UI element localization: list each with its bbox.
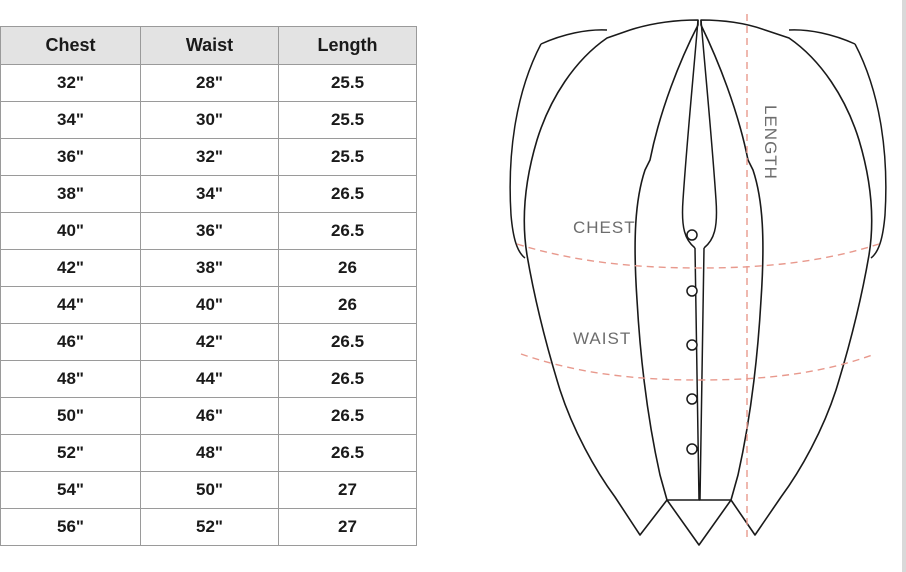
table-row	[1, 472, 417, 509]
cell-length: 26	[279, 250, 417, 287]
cell-length: 27	[279, 472, 417, 509]
table-row	[1, 176, 417, 213]
waist-label: WAIST	[573, 329, 632, 348]
table-row	[1, 250, 417, 287]
cell-waist: 34"	[141, 176, 279, 213]
cell-chest: 38"	[1, 176, 141, 213]
table-header-row	[1, 27, 417, 65]
cell-length: 26.5	[279, 361, 417, 398]
cell-waist: 40"	[141, 287, 279, 324]
table-row	[1, 509, 417, 546]
cell-waist: 42"	[141, 324, 279, 361]
cell-chest: 48"	[1, 361, 141, 398]
cell-waist: 50"	[141, 472, 279, 509]
cell-length: 25.5	[279, 139, 417, 176]
cell-chest: 32"	[1, 65, 141, 102]
cell-chest: 36"	[1, 139, 141, 176]
cell-waist: 36"	[141, 213, 279, 250]
length-label: LENGTH	[761, 105, 780, 180]
size-table	[0, 26, 417, 546]
cell-chest: 54"	[1, 472, 141, 509]
cell-chest: 56"	[1, 509, 141, 546]
vest-right-panel	[701, 20, 886, 535]
page-right-edge	[902, 0, 906, 572]
vest-left-panel	[510, 20, 698, 535]
table-row	[1, 213, 417, 250]
column-header-chest: Chest	[1, 27, 141, 65]
cell-length: 26	[279, 287, 417, 324]
cell-chest: 42"	[1, 250, 141, 287]
cell-waist: 46"	[141, 398, 279, 435]
table-row	[1, 398, 417, 435]
cell-length: 27	[279, 509, 417, 546]
cell-waist: 44"	[141, 361, 279, 398]
cell-chest: 34"	[1, 102, 141, 139]
cell-length: 25.5	[279, 102, 417, 139]
cell-chest: 40"	[1, 213, 141, 250]
table-row	[1, 361, 417, 398]
cell-chest: 52"	[1, 435, 141, 472]
table-row	[1, 139, 417, 176]
vest-button	[687, 394, 697, 404]
table-row	[1, 287, 417, 324]
chest-label: CHEST	[573, 218, 636, 237]
cell-waist: 48"	[141, 435, 279, 472]
cell-waist: 28"	[141, 65, 279, 102]
column-header-length: Length	[279, 27, 417, 65]
vest-button	[687, 230, 697, 240]
vest-button	[687, 286, 697, 296]
column-header-waist: Waist	[141, 27, 279, 65]
vest-center-front	[667, 20, 731, 545]
table-row	[1, 102, 417, 139]
size-table-container	[0, 26, 416, 546]
cell-length: 26.5	[279, 324, 417, 361]
table-row	[1, 435, 417, 472]
cell-chest: 46"	[1, 324, 141, 361]
cell-chest: 44"	[1, 287, 141, 324]
vest-diagram	[455, 0, 906, 560]
cell-waist: 38"	[141, 250, 279, 287]
table-row	[1, 65, 417, 102]
cell-length: 25.5	[279, 65, 417, 102]
cell-length: 26.5	[279, 398, 417, 435]
table-row	[1, 324, 417, 361]
cell-length: 26.5	[279, 176, 417, 213]
cell-chest: 50"	[1, 398, 141, 435]
cell-length: 26.5	[279, 435, 417, 472]
vest-button	[687, 340, 697, 350]
cell-waist: 30"	[141, 102, 279, 139]
cell-length: 26.5	[279, 213, 417, 250]
vest-button	[687, 444, 697, 454]
cell-waist: 52"	[141, 509, 279, 546]
cell-waist: 32"	[141, 139, 279, 176]
